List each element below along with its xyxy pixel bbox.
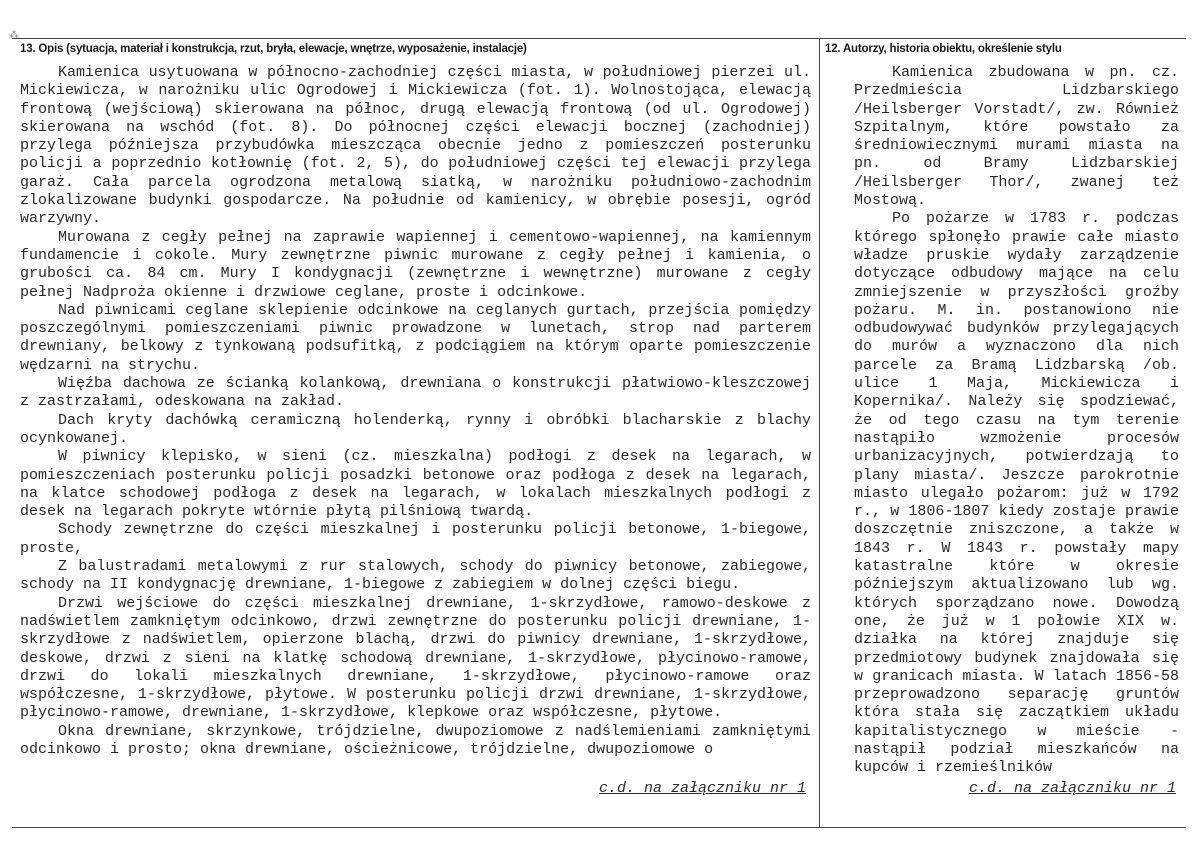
description-continuation-note: c.d. na załączniku nr 1 [598, 780, 806, 797]
history-header: 12. Autorzy, historia obiektu, określenie stylu [825, 43, 1062, 55]
history-continuation-note: c.d. na załączniku nr 1 [968, 780, 1176, 797]
paragraph: Kamienica zbudowana w pn. cz. Przedmieścia Lidzbarskiego /Heilsberger Vorstadt/, zw. Również Szpitalnym, które powstało za średniowiecznymi murami miasta na pn. od Bramy Lidzbarskiej /Heilsberger Thor/, zwanej też Mostową. [854, 64, 1179, 210]
paragraph: Okna drewniane, skrzynkowe, trójdzielne, dwupoziomowe z nadślemieniami zamkniętymi odcinkowo i prosto; okna drewniane, ościeżnicowe, trójdzielne, dwupoziomowe o [20, 722, 811, 758]
paragraph: Murowana z cegły pełnej na zaprawie wapiennej i cementowo-wapiennej, na kamiennym fundamencie i cokole. Mury zewnętrzne piwnic murowane z cegły pełnej i kamienia, o grubości ca. 84 cm. Mury I kondygnacji (zewnętrzne i wewnętrzne) murowane z cegły pełnej Nadproża okienne i drzwiowe ceglane, proste i odcinkowe. [20, 228, 811, 301]
description-header: 13. Opis (sytuacja, materiał i konstrukcja, rzut, bryła, elewacje, wnętrze, wyposażenie, instalacje) [20, 43, 527, 55]
column-divider [819, 39, 820, 827]
paragraph: Z balustradami metalowymi z rur stalowych, schody do piwnicy betonowe, zabiegowe, schody na II kondygnację drewniane, 1-biegowe z zabiegiem w dolnej części biegu. [20, 558, 811, 594]
paragraph: Drzwi wejściowe do części mieszkalnej drewniane, 1-skrzydłowe, ramowo-deskowe z nadświetlem zamkniętym odcinkowo, drzwi zewnętrzne do posterunku policji drewniane, 1-skrzydłowe z nadświetlem, opierzone blachą, drzwi do piwnicy drewniane, 1-skrzydłowe, deskowe, drzwi z sieni na klatkę schodową drewniane, 1-skrzydłowe, płycinowo-ramowe, drzwi do lokali mieszkalnych drewniane, 1-skrzydłowe, płycinowo-ramowe oraz współczesne, 1-skrzydłowe, płytowe. W posterunku policji drzwi drewniane, 1-skrzydłowe, płycinowo-ramowe, drewniane, 1-skrzydłowe, klepkowe oraz współczesne, płytowe. [20, 594, 811, 722]
paragraph: Dach kryty dachówką ceramiczną holenderką, rynny i obróbki blacharskie z blachy ocynkowanej. [20, 411, 811, 447]
paragraph: Schody zewnętrzne do części mieszkalnej i posterunku policji betonowe, 1-biegowe, proste, [20, 521, 811, 557]
scan-mark: ⁂ [9, 30, 19, 41]
description-section [20, 43, 811, 759]
history-section [825, 43, 1179, 778]
paragraph: Nad piwnicami ceglane sklepienie odcinkowe na ceglanych gurtach, przejścia pomiędzy poszczególnymi pomieszczeniami piwnic prowadzone w lunetach, strop nad parterem drewniany, belkowy z tynkowaną podsufitką, z podciągiem na którym oparte pomieszczenie wędzarni na strychu. [20, 301, 811, 374]
form-sheet [12, 38, 1186, 828]
history-body [825, 64, 1179, 778]
description-body [20, 64, 811, 759]
paragraph: Więźba dachowa ze ścianką kolankową, drewniana o konstrukcji płatwiowo-kleszczowej z zastrzałami, odeskowana na zakład. [20, 375, 811, 411]
paragraph: W piwnicy klepisko, w sieni (cz. mieszkalna) podłogi z desek na legarach, w pomieszczeniach posterunku policji posadzki betonowe oraz podłoga z desek na legarach, na klatce schodowej podłoga z desek na legarach, w lokalach mieszkalnych podłogi z desek na legarach pokryte wtórnie płytą pilśniową twardą. [20, 448, 811, 521]
paragraph: Po pożarze w 1783 r. podczas którego spłonęło prawie całe miasto władze pruskie wydały zarządzenie dotyczące odbudowy mające na celu zmniejszenie w przyszłości groźby pożaru. M. in. postanowiono nie odbudowywać budynków przylegających do murów a wyznaczono dla nich parcele za Bramą Lidzbarską /ob. ulice 1 Maja, Mickiewicza i Kopernika/. Należy się spodziewać, że od tego czasu na tym terenie nastąpiło wzmożenie procesów urbanizacyjnych, potwierdzają to plany miasta/. Jeszcze parokrotnie miasto ulegało pożarom: już w 1792 r., w 1806-1807 kiedy zostaje prawie doszczętnie zniszczone, a także w 1843 r. W 1843 r. powstały mapy katastralne które w okresie późniejszym aktualizowano lub wg. których sporządzano nowe. Dowodzą one, że już w 1 połowie XIX w. działka na której znajduje się przedmiotowy budynek znajdowała się w granicach miasta. W latach 1856-58 przeprowadzono separację gruntów która stała się zaczątkiem układu kapitalistycznego w mieście - nastąpił podział mieszkańców na kupców i rzemieślników [854, 210, 1179, 777]
paragraph: Kamienica usytuowana w północno-zachodniej części miasta, w południowej pierzei ul. Mickiewicza, w narożniku ulic Ogrodowej i Mickiewicza (fot. 1). Wolnostojąca, elewacją frontową (wejściową) skierowana na północ, drugą elewacją frontową (od ul. Ogrodowej) skierowana na wschód (fot. 8). Do północnej części elewacji bocznej (zachodniej) przylega późniejsza przybudówka mieszcząca obecnie jedno z pomieszczeń posterunku policji a poprzednio kotłownię (fot. 2, 5), do południowej części tej elewacji przylega garaż. Cała parcela ogrodzona metalową siatką, w narożniku południowo-zachodnim zlokalizowane budynki gospodarcze. Na południe od kamienicy, w obrębie posesji, ogród warzywny. [20, 64, 811, 228]
